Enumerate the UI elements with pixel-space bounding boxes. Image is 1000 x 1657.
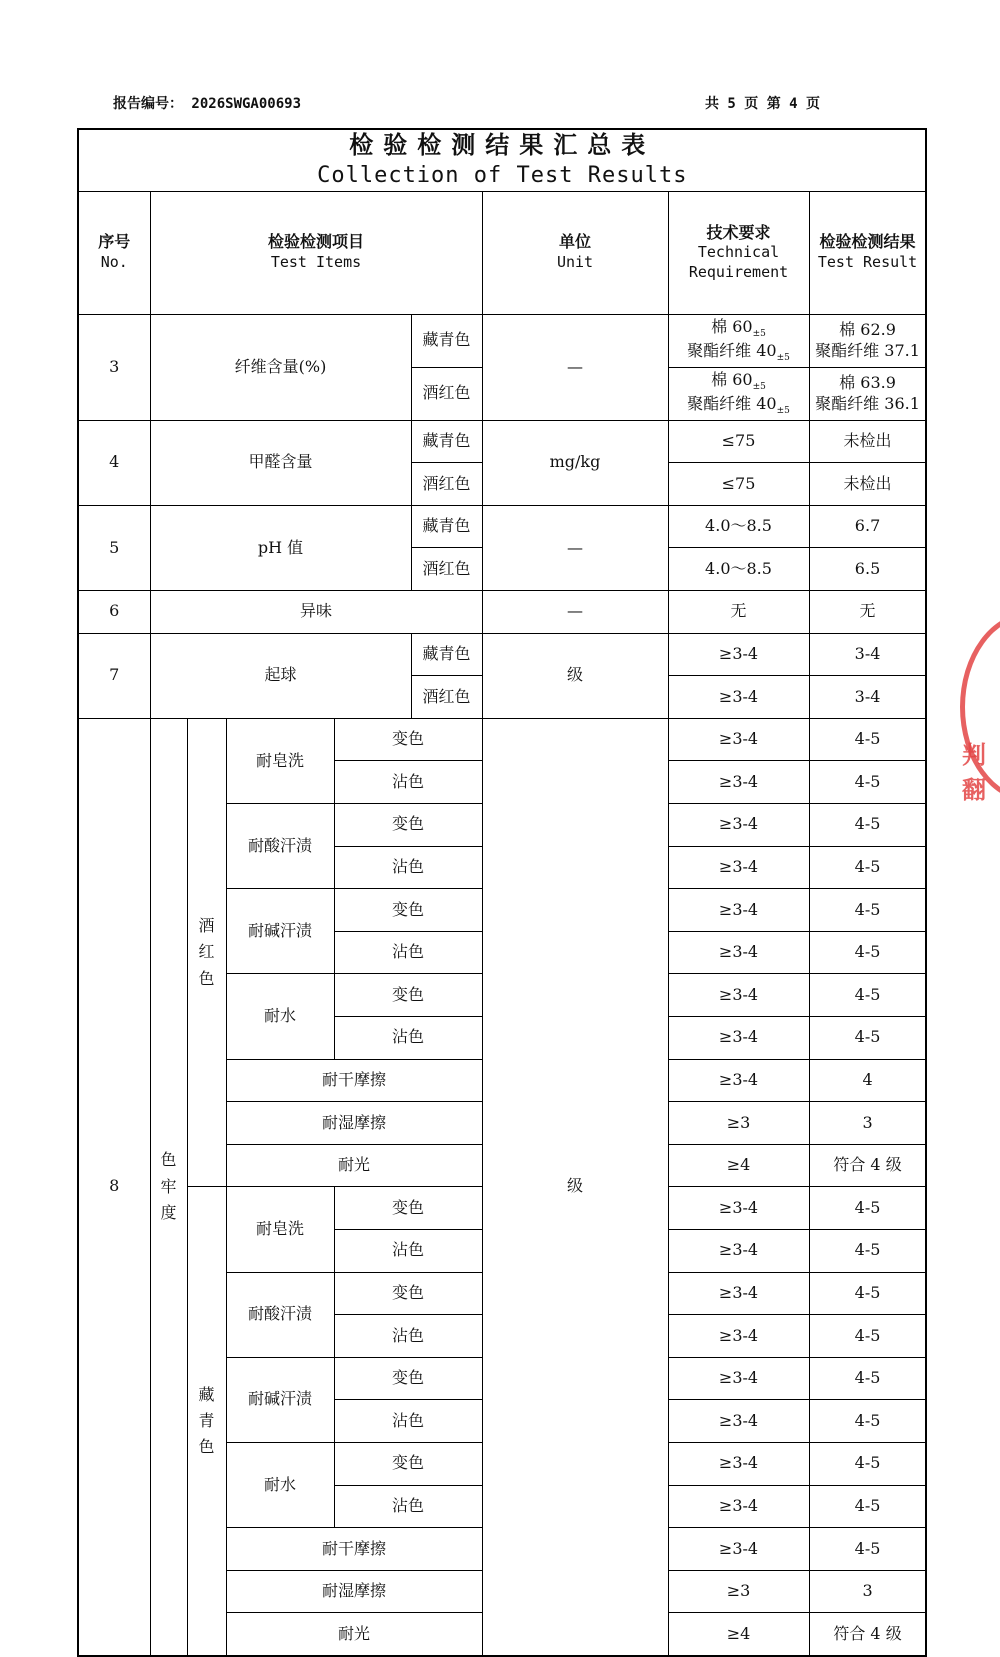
row-number: 5 bbox=[78, 505, 150, 590]
requirement-cell: ≥3-4 bbox=[668, 1272, 809, 1315]
table-row bbox=[78, 591, 926, 634]
unit-cell: — bbox=[482, 591, 668, 634]
requirement-cell: ≥3-4 bbox=[668, 804, 809, 847]
result-cell: 3 bbox=[809, 1102, 926, 1145]
requirement-cell: ≥4 bbox=[668, 1613, 809, 1656]
result-cell: 4-5 bbox=[809, 1017, 926, 1060]
requirement-cell: ≥3-4 bbox=[668, 1442, 809, 1485]
requirement-cell: ≥3-4 bbox=[668, 718, 809, 761]
table-row bbox=[78, 420, 926, 463]
color-label: 酒红色 bbox=[411, 548, 482, 591]
sub-test: 变色 bbox=[334, 1442, 482, 1485]
requirement-cell: ≥4 bbox=[668, 1144, 809, 1187]
sub-test: 变色 bbox=[334, 718, 482, 761]
test-name: 耐光 bbox=[226, 1144, 482, 1187]
color-label: 藏青色 bbox=[411, 505, 482, 548]
color-group-wine: 酒红色 bbox=[187, 718, 226, 1187]
row-number: 6 bbox=[78, 591, 150, 634]
sub-test: 变色 bbox=[334, 1272, 482, 1315]
table-row bbox=[78, 718, 926, 761]
requirement-cell: ≥3 bbox=[668, 1570, 809, 1613]
unit-cell: — bbox=[482, 505, 668, 590]
test-name: 耐皂洗 bbox=[226, 718, 334, 803]
requirement-cell: ≥3-4 bbox=[668, 974, 809, 1017]
title-cn: 检验检测结果汇总表 bbox=[349, 131, 656, 160]
report-number: 报告编号： 2026SWGA00693 bbox=[113, 96, 302, 112]
col-header-no: 序号 No. bbox=[78, 191, 150, 314]
test-name: 耐碱汗渍 bbox=[226, 1357, 334, 1442]
result-cell: 6.7 bbox=[809, 505, 926, 548]
result-cell: 4-5 bbox=[809, 1229, 926, 1272]
sub-test: 沾色 bbox=[334, 1315, 482, 1358]
requirement-cell: ≥3-4 bbox=[668, 676, 809, 719]
requirement-cell: 4.0～8.5 bbox=[668, 505, 809, 548]
title-row bbox=[78, 129, 926, 191]
result-cell: 4-5 bbox=[809, 931, 926, 974]
result-cell: 4-5 bbox=[809, 1528, 926, 1571]
test-name: 耐干摩擦 bbox=[226, 1528, 482, 1571]
sub-test: 沾色 bbox=[334, 761, 482, 804]
requirement-cell: ≥3-4 bbox=[668, 846, 809, 889]
result-cell: 4-5 bbox=[809, 1315, 926, 1358]
sub-test: 变色 bbox=[334, 1187, 482, 1230]
requirement-cell: ≥3-4 bbox=[668, 1315, 809, 1358]
sub-test: 沾色 bbox=[334, 846, 482, 889]
requirement-cell: ≥3-4 bbox=[668, 1187, 809, 1230]
page-indicator: 共 5 页 第 4 页 bbox=[705, 96, 821, 112]
result-cell: 4-5 bbox=[809, 1485, 926, 1528]
requirement-cell: ≥3-4 bbox=[668, 1485, 809, 1528]
column-header-row bbox=[78, 191, 926, 314]
unit-cell: — bbox=[482, 314, 668, 420]
item-name: 起球 bbox=[150, 633, 411, 718]
test-name: 耐水 bbox=[226, 1442, 334, 1527]
requirement-cell: ≥3-4 bbox=[668, 1357, 809, 1400]
requirement-cell: ≤75 bbox=[668, 420, 809, 463]
result-cell: 未检出 bbox=[809, 420, 926, 463]
result-cell: 4-5 bbox=[809, 1357, 926, 1400]
result-cell: 4-5 bbox=[809, 761, 926, 804]
sub-test: 变色 bbox=[334, 804, 482, 847]
result-cell: 4-5 bbox=[809, 1442, 926, 1485]
result-cell: 4-5 bbox=[809, 1272, 926, 1315]
requirement-cell: ≥3-4 bbox=[668, 889, 809, 932]
sub-test: 沾色 bbox=[334, 1017, 482, 1060]
result-cell: 无 bbox=[809, 591, 926, 634]
requirement-cell: ≥3-4 bbox=[668, 1229, 809, 1272]
row-number: 3 bbox=[78, 314, 150, 420]
sub-test: 沾色 bbox=[334, 1400, 482, 1443]
col-header-req: 技术要求 Technical Requirement bbox=[668, 191, 809, 314]
test-name: 耐湿摩擦 bbox=[226, 1570, 482, 1613]
color-label: 酒红色 bbox=[411, 676, 482, 719]
requirement-cell: ≥3-4 bbox=[668, 1017, 809, 1060]
result-cell: 3 bbox=[809, 1570, 926, 1613]
color-label: 酒红色 bbox=[411, 367, 482, 420]
sub-test: 变色 bbox=[334, 1357, 482, 1400]
item-name: 异味 bbox=[150, 591, 482, 634]
test-name: 耐水 bbox=[226, 974, 334, 1059]
results-table bbox=[77, 128, 927, 1657]
test-name: 耐碱汗渍 bbox=[226, 889, 334, 974]
row-number: 4 bbox=[78, 420, 150, 505]
item-name: pH 值 bbox=[150, 505, 411, 590]
result-cell: 棉 63.9 聚酯纤维 36.1 bbox=[809, 367, 926, 420]
test-name: 耐皂洗 bbox=[226, 1187, 334, 1272]
requirement-cell: ≥3-4 bbox=[668, 931, 809, 974]
result-cell: 6.5 bbox=[809, 548, 926, 591]
stamp-text: 判翻 bbox=[962, 741, 986, 804]
col-header-item: 检验检测项目 Test Items bbox=[150, 191, 482, 314]
result-cell: 3-4 bbox=[809, 676, 926, 719]
test-name: 耐干摩擦 bbox=[226, 1059, 482, 1102]
unit-cell: mg/kg bbox=[482, 420, 668, 505]
col-header-unit: 单位 Unit bbox=[482, 191, 668, 314]
requirement-cell: ≤75 bbox=[668, 463, 809, 506]
sub-test: 沾色 bbox=[334, 931, 482, 974]
row-number: 8 bbox=[78, 718, 150, 1656]
item-name: 纤维含量(%) bbox=[150, 314, 411, 420]
requirement-cell: ≥3 bbox=[668, 1102, 809, 1145]
test-name: 耐光 bbox=[226, 1613, 482, 1656]
table-row bbox=[78, 505, 926, 548]
test-name: 耐酸汗渍 bbox=[226, 804, 334, 889]
result-cell: 4-5 bbox=[809, 974, 926, 1017]
sub-test: 沾色 bbox=[334, 1485, 482, 1528]
result-cell: 棉 62.9 聚酯纤维 37.1 bbox=[809, 314, 926, 367]
result-cell: 4-5 bbox=[809, 846, 926, 889]
category-label: 色牢度 bbox=[150, 718, 187, 1656]
col-header-result: 检验检测结果 Test Result bbox=[809, 191, 926, 314]
title-en: Collection of Test Results bbox=[317, 162, 688, 188]
requirement-cell: 无 bbox=[668, 591, 809, 634]
result-cell: 符合 4 级 bbox=[809, 1144, 926, 1187]
color-label: 藏青色 bbox=[411, 420, 482, 463]
requirement-cell: ≥3-4 bbox=[668, 1059, 809, 1102]
requirement-cell: ≥3-4 bbox=[668, 1528, 809, 1571]
row-number: 7 bbox=[78, 633, 150, 718]
requirement-cell: ≥3-4 bbox=[668, 761, 809, 804]
unit-cell: 级 bbox=[482, 718, 668, 1656]
result-cell: 未检出 bbox=[809, 463, 926, 506]
unit-cell: 级 bbox=[482, 633, 668, 718]
sub-test: 沾色 bbox=[334, 1229, 482, 1272]
item-name: 甲醛含量 bbox=[150, 420, 411, 505]
result-cell: 4-5 bbox=[809, 718, 926, 761]
result-cell: 4-5 bbox=[809, 804, 926, 847]
color-label: 藏青色 bbox=[411, 633, 482, 676]
table-row bbox=[78, 314, 926, 367]
result-cell: 符合 4 级 bbox=[809, 1613, 926, 1656]
sub-test: 变色 bbox=[334, 889, 482, 932]
test-name: 耐酸汗渍 bbox=[226, 1272, 334, 1357]
requirement-cell: 棉 $60_{\pm 5}$ 聚酯纤维 $40_{\pm 5}$ bbox=[668, 314, 809, 367]
color-label: 酒红色 bbox=[411, 463, 482, 506]
result-cell: 4-5 bbox=[809, 1187, 926, 1230]
requirement-cell: 4.0～8.5 bbox=[668, 548, 809, 591]
color-group-navy: 藏青色 bbox=[187, 1187, 226, 1656]
result-cell: 3-4 bbox=[809, 633, 926, 676]
result-cell: 4-5 bbox=[809, 889, 926, 932]
result-cell: 4-5 bbox=[809, 1400, 926, 1443]
requirement-cell: ≥3-4 bbox=[668, 1400, 809, 1443]
result-cell: 4 bbox=[809, 1059, 926, 1102]
requirement-cell: ≥3-4 bbox=[668, 633, 809, 676]
table-row bbox=[78, 633, 926, 676]
sub-test: 变色 bbox=[334, 974, 482, 1017]
color-label: 藏青色 bbox=[411, 314, 482, 367]
test-name: 耐湿摩擦 bbox=[226, 1102, 482, 1145]
requirement-cell: 棉 $60_{\pm 5}$ 聚酯纤维 $40_{\pm 5}$ bbox=[668, 367, 809, 420]
